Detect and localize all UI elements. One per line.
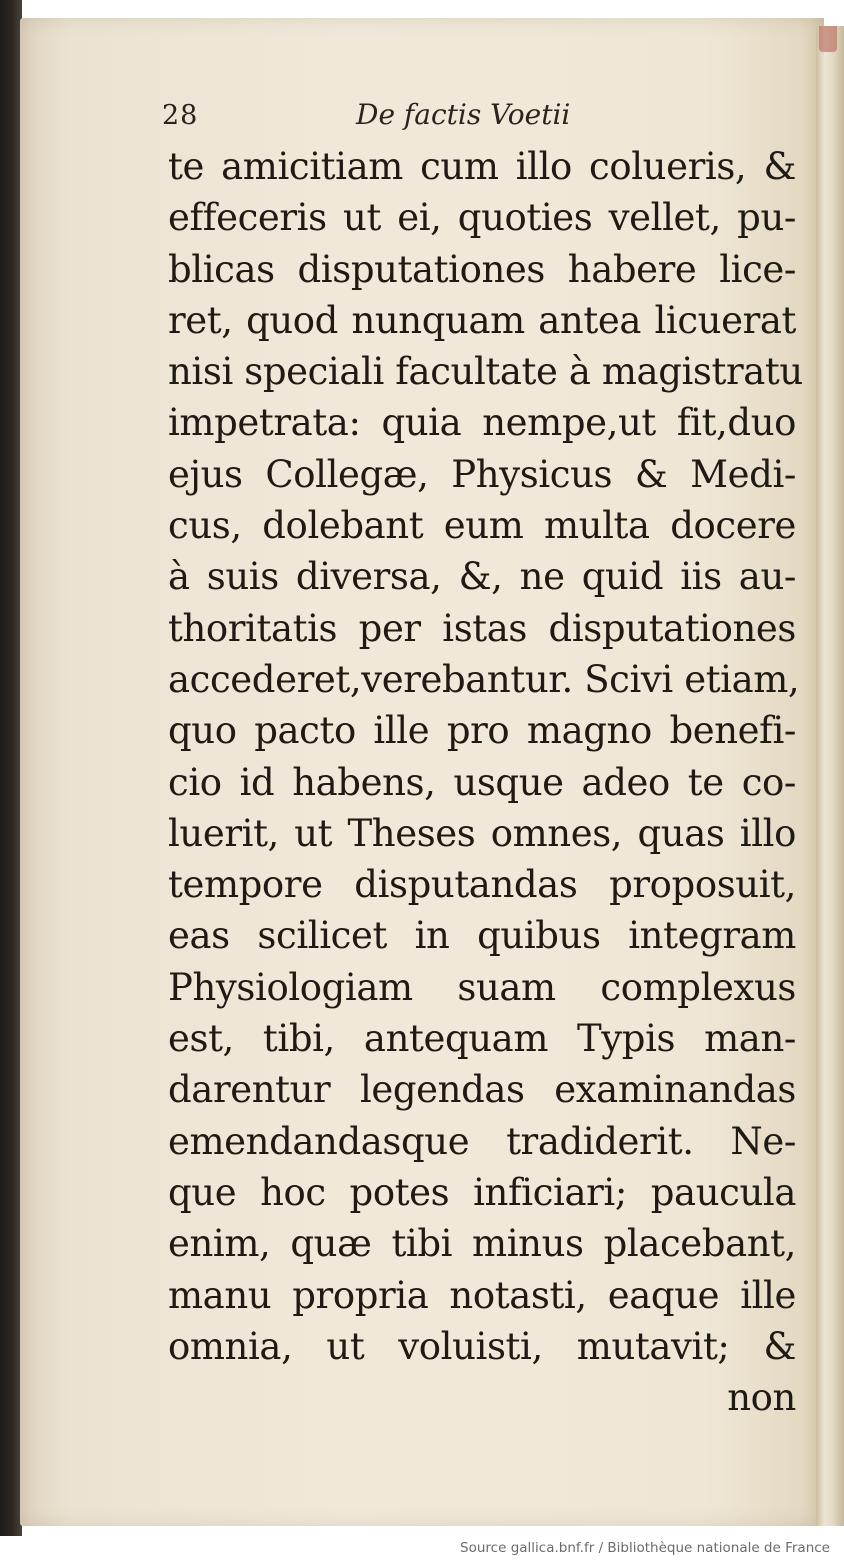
text-line: enim, quæ tibi minus placebant, (168, 1222, 796, 1266)
text-line: omnia, ut voluisti, mutavit; & (168, 1324, 796, 1368)
binding-mark (819, 26, 837, 52)
text-line: te amicitiam cum illo colueris, & (168, 145, 796, 188)
book-edge-left (0, 0, 22, 1536)
catchword: non (727, 1376, 796, 1420)
running-head (162, 96, 602, 140)
text-line: tempore disputandas proposuit, (168, 863, 796, 907)
text-line: accederet,verebantur. Scivi etiam, (168, 657, 800, 701)
text-line: effeceris ut ei, quoties vellet, pu- (168, 196, 796, 240)
text-line: cio id habens, usque adeo te co- (168, 760, 796, 804)
text-line: ret, quod nunquam antea licuerat (168, 298, 796, 342)
text-line: emendandasque tradiderit. Ne- (168, 1119, 796, 1163)
text-line: que hoc potes inficiari; paucula (168, 1170, 796, 1214)
text-line: darentur legendas examinandas (168, 1068, 796, 1112)
text-line: cus, dolebant eum multa docere (168, 504, 796, 548)
text-line: luerit, ut Theses omnes, quas illo (168, 811, 796, 855)
text-line: est, tibi, antequam Typis man- (168, 1017, 796, 1061)
text-line: nisi speciali facultate à magistratu (168, 350, 803, 394)
running-title: De factis Voetii (356, 98, 571, 131)
source-credit: Source gallica.bnf.fr / Bibliothèque nationale de France (460, 1540, 830, 1556)
text-line: Physiologiam suam complexus (168, 965, 796, 1009)
text-line: blicas disputationes habere lice- (168, 247, 796, 291)
text-line: à suis diversa, &, ne quid iis au- (168, 555, 796, 599)
text-line: manu propria notasti, eaque ille (168, 1273, 796, 1317)
page-number: 28 (162, 100, 199, 131)
body-text (168, 141, 803, 1423)
book-edge-right (816, 26, 844, 1526)
text-line: ejus Collegæ, Physicus & Medi- (168, 452, 796, 496)
text-line: thoritatis per istas disputationes (168, 606, 796, 650)
text-line: quo pacto ille pro magno benefi- (168, 709, 796, 753)
text-line: impetrata: quia nempe,ut fit,duo (168, 401, 796, 445)
text-line: eas scilicet in quibus integram (168, 914, 796, 958)
